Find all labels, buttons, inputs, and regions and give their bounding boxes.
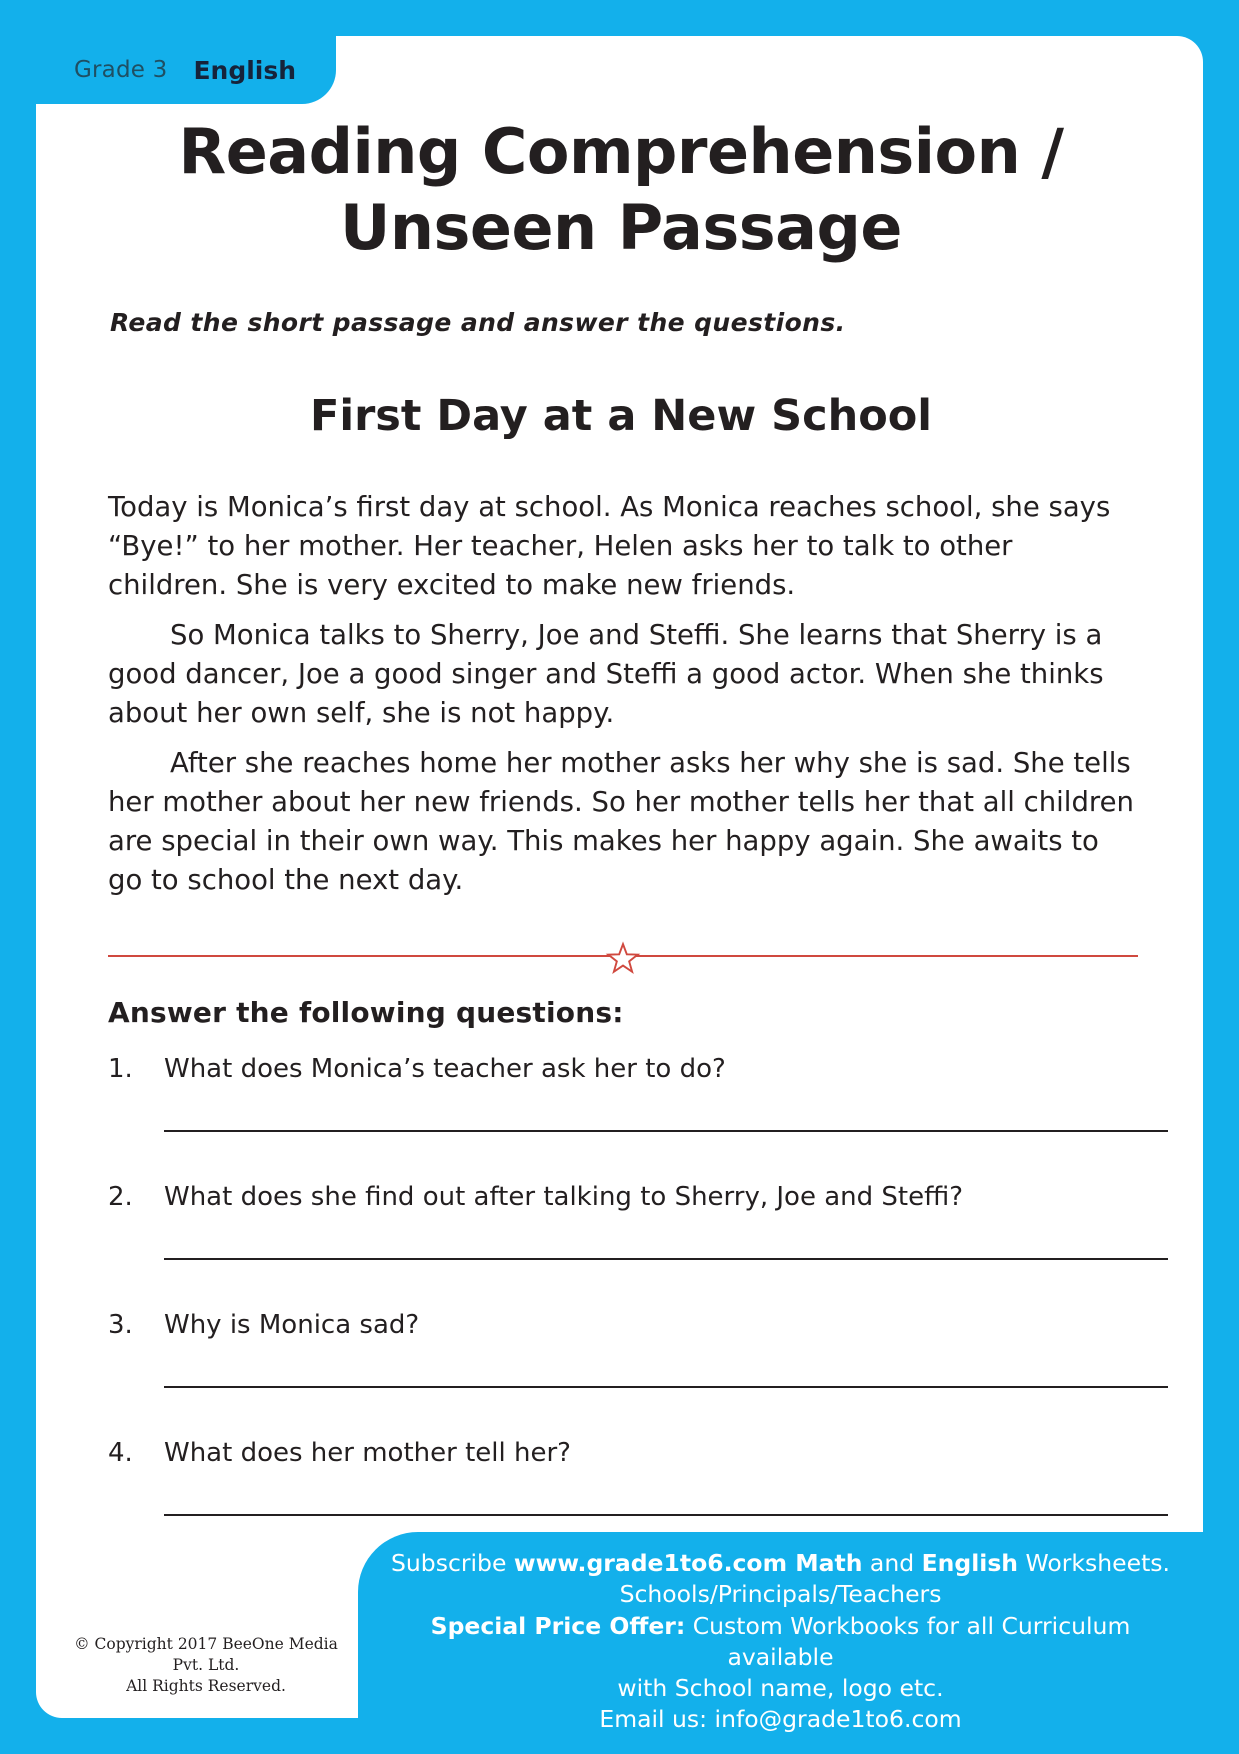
passage-paragraph: Today is Monica’s first day at school. As Monica reaches school, she says “Bye!” to her mother. Her teacher, Helen asks her to talk to other children. She is very excited to make new friends. [108, 491, 1111, 602]
footer-line-subscribe [378, 1548, 1183, 1579]
footer-subject: English [921, 1549, 1019, 1577]
passage-title: First Day at a New School [309, 391, 933, 441]
question-item [108, 1054, 1138, 1182]
questions-list [108, 1054, 1138, 1566]
question-text: What does her mother tell her? [164, 1438, 571, 1468]
copyright-line-1: © Copyright 2017 BeeOne Media Pvt. Ltd. [74, 1635, 338, 1674]
grade-label: Grade 3 [74, 57, 168, 83]
answer-line[interactable] [164, 1130, 1168, 1132]
question-item [108, 1182, 1138, 1310]
answer-line[interactable] [164, 1258, 1168, 1260]
passage-paragraph: So Monica talks to Sherry, Joe and Steffi. She learns that Sherry is a good dancer, Joe a good singer and Steffi a good actor. When she thinks about her own self, she is not happy. [108, 619, 1104, 730]
question-text: What does she find out after talking to Sherry, Joe and Steffi? [164, 1182, 964, 1212]
worksheet-page [36, 36, 1203, 1734]
footer-worksheets: Worksheets. [1018, 1549, 1171, 1577]
footer-subscribe-prefix: Subscribe [390, 1549, 514, 1577]
question-text: What does Monica’s teacher ask her to do? [164, 1054, 726, 1084]
answer-line[interactable] [164, 1514, 1168, 1516]
footer-and: and [862, 1549, 922, 1577]
question-text: Why is Monica sad? [164, 1310, 420, 1340]
footer-site-link[interactable]: www.grade1to6.com Math [513, 1549, 863, 1577]
question-number: 4. [108, 1438, 133, 1468]
answer-line[interactable] [164, 1386, 1168, 1388]
star-icon [606, 942, 640, 976]
question-item [108, 1310, 1138, 1438]
subject-label: English [193, 55, 297, 85]
passage-paragraph: After she reaches home her mother asks her why she is sad. She tells her mother about her new friends. So her mother tells her that all children are special in their own way. This makes her happy again. She awaits to go to school the next day. [108, 747, 1134, 897]
grade-subject-tab [36, 36, 336, 104]
footer-line-email[interactable]: Email us: info@grade1to6.com [599, 1705, 962, 1734]
footer-line-custom: with School name, logo etc. [617, 1674, 944, 1702]
copyright-line-2: All Rights Reserved. [126, 1676, 286, 1695]
question-number: 2. [108, 1182, 133, 1212]
question-number: 3. [108, 1310, 133, 1340]
question-number: 1. [108, 1054, 133, 1084]
passage-body [108, 488, 1138, 911]
footer-promo [358, 1532, 1203, 1734]
footer-offer-label: Special Price Offer: [430, 1611, 686, 1640]
page-title: Reading Comprehension / Unseen Passage [178, 115, 1064, 264]
footer-line-audience: Schools/Principals/Teachers [619, 1580, 942, 1609]
answer-heading: Answer the following questions: [108, 996, 624, 1029]
footer-line-offer [378, 1611, 1183, 1674]
section-divider [108, 942, 1138, 968]
footer-offer-text: Custom Workbooks for all Curriculum available [685, 1611, 1131, 1671]
instruction-text: Read the short passage and answer the questions. [110, 308, 846, 337]
copyright-notice [72, 1634, 340, 1697]
